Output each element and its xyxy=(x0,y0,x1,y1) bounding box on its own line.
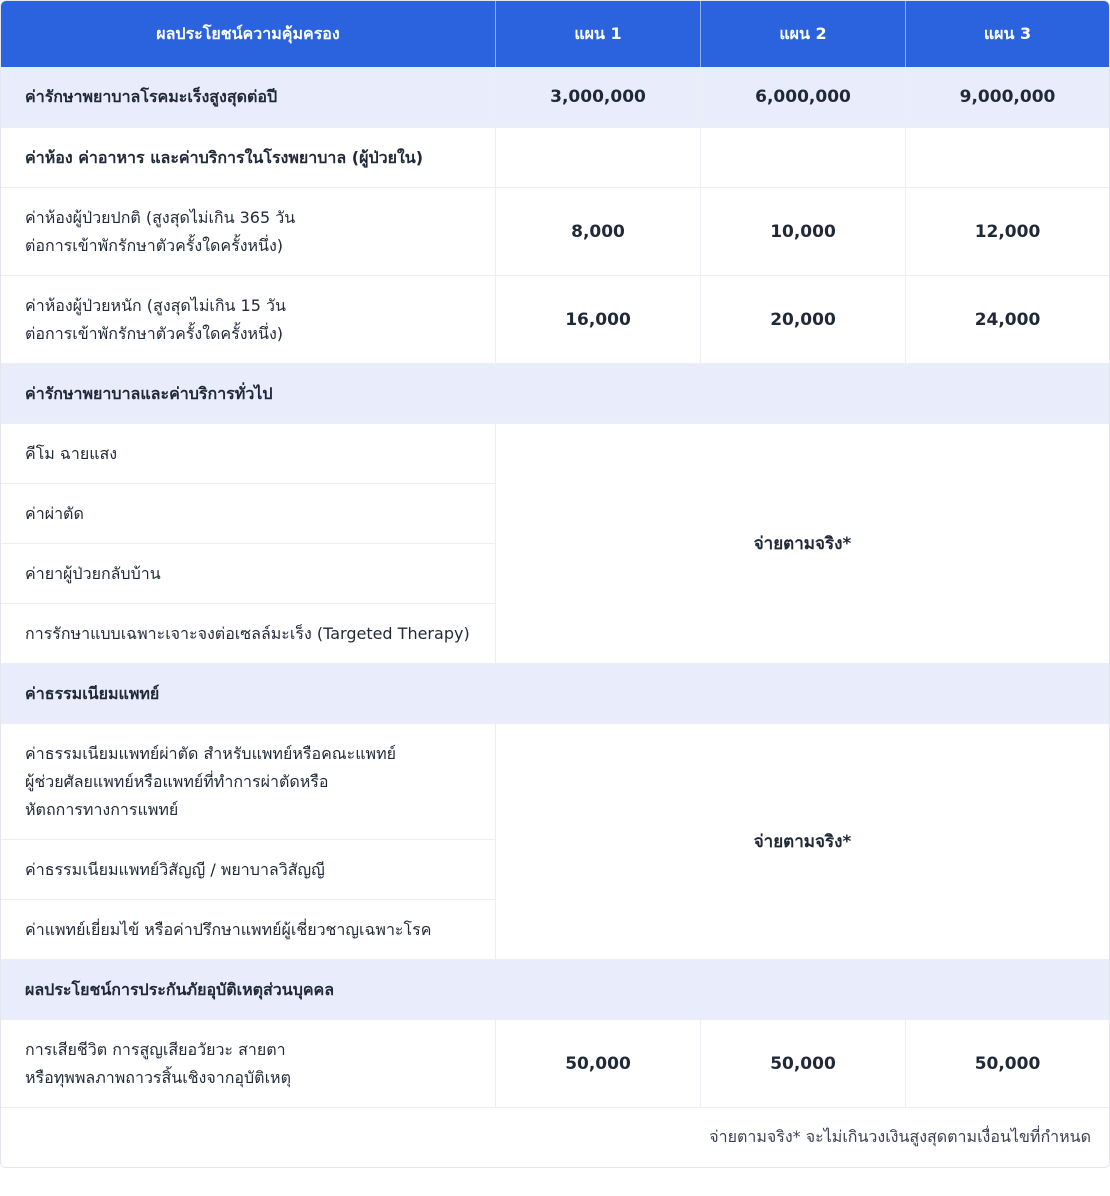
general-item: คีโม ฉายแสง xyxy=(1,424,496,484)
max-per-year-plan-1: 3,000,000 xyxy=(496,67,701,128)
general-item: การรักษาแบบเฉพาะเจาะจงต่อเซลล์มะเร็ง (Targeted Therapy) xyxy=(1,604,496,664)
max-per-year-label: ค่ารักษาพยาบาลโรคมะเร็งสูงสุดต่อปี xyxy=(1,67,496,128)
surgery-fee-line-1: ค่าธรรมเนียมแพทย์ผ่าตัด สำหรับแพทย์หรือคณะแพทย์ xyxy=(25,743,397,763)
icu-room-line-2: ต่อการเข้าพักรักษาตัวครั้งใดครั้งหนึ่ง) xyxy=(25,323,284,343)
accident-death-plan-2: 50,000 xyxy=(701,1020,906,1108)
accident-death-label xyxy=(1,1020,496,1108)
general-section-title: ค่ารักษาพยาบาลและค่าบริการทั่วไป xyxy=(1,364,1109,424)
empty-cell xyxy=(496,128,701,188)
general-item: ค่ายาผู้ป่วยกลับบ้าน xyxy=(1,544,496,604)
icu-room-plan-3: 24,000 xyxy=(906,276,1109,364)
normal-room-label xyxy=(1,188,496,276)
max-per-year-plan-2: 6,000,000 xyxy=(701,67,906,128)
doctor-section-value: จ่ายตามจริง* xyxy=(496,724,1109,960)
empty-cell xyxy=(906,128,1109,188)
surgery-fee-line-2: ผู้ช่วยศัลยแพทย์หรือแพทย์ที่ทำการผ่าตัดหรือ xyxy=(25,771,329,791)
doctor-section-title: ค่าธรรมเนียมแพทย์ xyxy=(1,664,1109,724)
normal-room-line-2: ต่อการเข้าพักรักษาตัวครั้งใดครั้งหนึ่ง) xyxy=(25,235,284,255)
doctor-item: ค่าแพทย์เยี่ยมไข้ หรือค่าปรึกษาแพทย์ผู้เชี่ยวชาญเฉพาะโรค xyxy=(1,900,496,960)
accident-section-title: ผลประโยชน์การประกันภัยอุบัติเหตุส่วนบุคคล xyxy=(1,960,1109,1020)
accident-death-line-1: การเสียชีวิต การสูญเสียอวัยวะ สายตา xyxy=(25,1039,286,1059)
normal-room-plan-2: 10,000 xyxy=(701,188,906,276)
footer-note: จ่ายตามจริง* จะไม่เกินวงเงินสูงสุดตามเงื่อนไขที่กำหนด xyxy=(709,1127,1091,1146)
room-section-title: ค่าห้อง ค่าอาหาร และค่าบริการในโรงพยาบาล (ผู้ป่วยใน) xyxy=(1,128,496,188)
accident-death-line-2: หรือทุพพลภาพถาวรสิ้นเชิงจากอุบัติเหตุ xyxy=(25,1067,291,1087)
normal-room-plan-3: 12,000 xyxy=(906,188,1109,276)
empty-cell xyxy=(701,128,906,188)
icu-room-plan-1: 16,000 xyxy=(496,276,701,364)
surgery-fee-label xyxy=(1,724,496,840)
doctor-item: ค่าธรรมเนียมแพทย์วิสัญญี / พยาบาลวิสัญญี xyxy=(1,840,496,900)
accident-death-plan-1: 50,000 xyxy=(496,1020,701,1108)
header-plan-3: แผน 3 xyxy=(906,1,1109,67)
normal-room-plan-1: 8,000 xyxy=(496,188,701,276)
header-plan-2: แผน 2 xyxy=(701,1,906,67)
normal-room-line-1: ค่าห้องผู้ป่วยปกติ (สูงสุดไม่เกิน 365 วัน xyxy=(25,207,296,227)
accident-death-plan-3: 50,000 xyxy=(906,1020,1109,1108)
icu-room-label xyxy=(1,276,496,364)
icu-room-plan-2: 20,000 xyxy=(701,276,906,364)
icu-room-line-1: ค่าห้องผู้ป่วยหนัก (สูงสุดไม่เกิน 15 วัน xyxy=(25,295,286,315)
header-benefit: ผลประโยชน์ความคุ้มครอง xyxy=(1,1,496,67)
surgery-fee-line-3: หัตถการทางการแพทย์ xyxy=(25,799,179,819)
max-per-year-plan-3: 9,000,000 xyxy=(906,67,1109,128)
header-plan-1: แผน 1 xyxy=(496,1,701,67)
general-item: ค่าผ่าตัด xyxy=(1,484,496,544)
general-section-value: จ่ายตามจริง* xyxy=(496,424,1109,664)
